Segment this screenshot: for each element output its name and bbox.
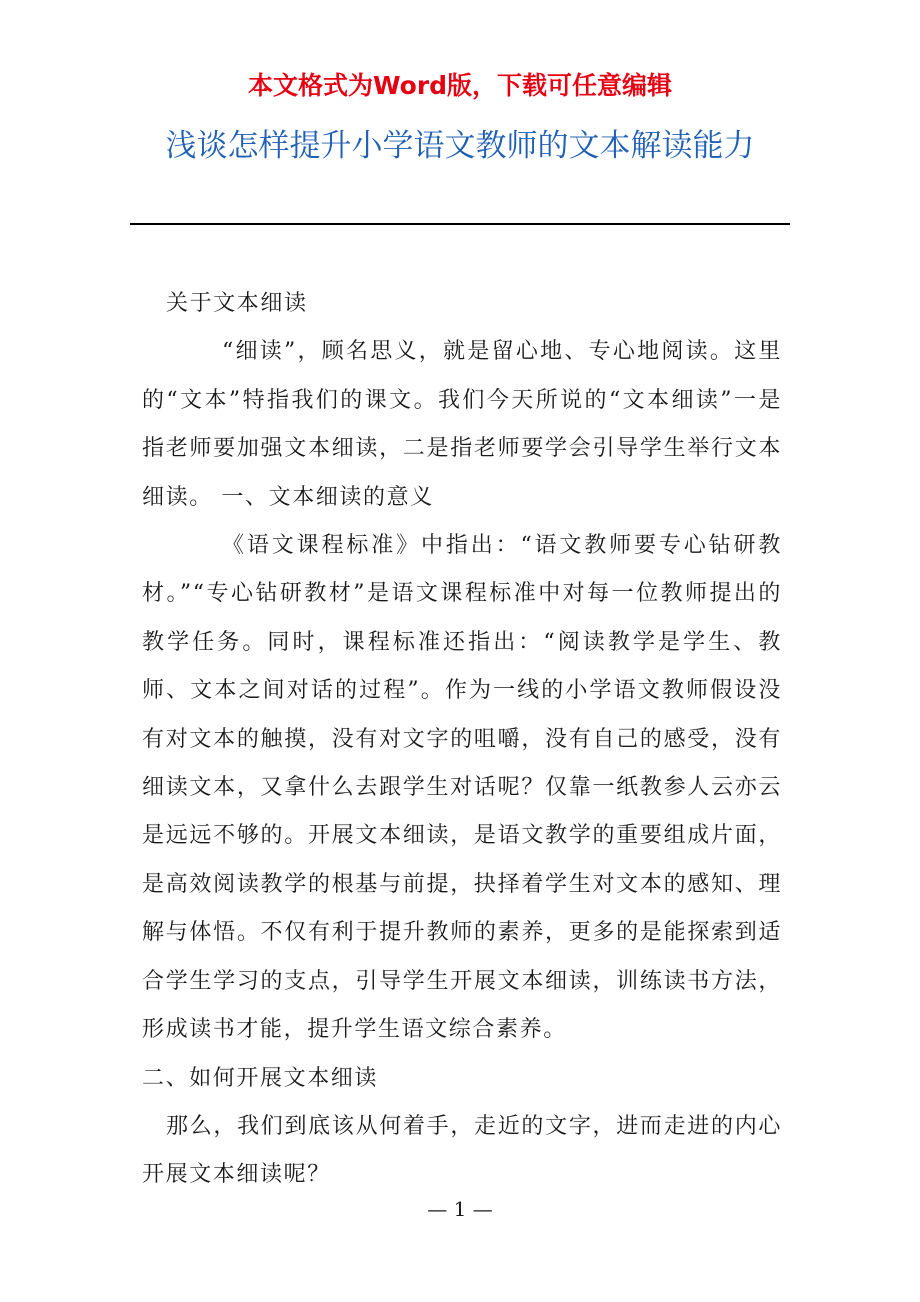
paragraph-definition: “细读”，顾名思义，就是留心地、专心地阅读。这里的“文本”特指我们的课文。我们今天所说的“文本细读”一是指老师要加强文本细读，二是指老师要学会引导学生举行文本细读。 一、文本细读的意义 [142, 339, 782, 510]
format-notice: 本文格式为Word版，下载可任意编辑 [247, 71, 673, 100]
paragraph-significance: 《语文课程标准》中指出：“语文教师要专心钻研教材。”“专心钻研教材”是语文课程标准中对每一位教师提出的教学任务。同时，课程标准还指出：“阅读教学是学生、教师、文本之间对话的过程”。作为一线的小学语文教师假设没有对文本的触摸，没有对文字的咀嚼，没有自己的感受，没有细读文本，又拿什么去跟学生对话呢？仅靠一纸教参人云亦云是远远不够的。开展文本细读，是语文教学的重要组成片面，是高效阅读教学的根基与前提，抉择着学生对文本的感知、理解与体悟。不仅有利于提升教师的素养，更多的是能探索到适合学生学习的支点，引导学生开展文本细读，训练读书方法，形成读书才能，提升学生语文综合素养。 [142, 533, 782, 1043]
paragraph-how: 那么，我们到底该从何着手，走近的文字，进而走进的内心开展文本细读呢？ [142, 1113, 782, 1188]
page-number: — 1 — [427, 1197, 493, 1221]
paragraph-intro-heading: 关于文本细读 [166, 291, 308, 316]
title-divider [130, 223, 790, 225]
document-body [142, 280, 782, 1200]
section-heading-how: 二、如何开展文本细读 [142, 1065, 379, 1091]
document-title: 浅谈怎样提升小学语文教师的文本解读能力 [165, 128, 755, 164]
